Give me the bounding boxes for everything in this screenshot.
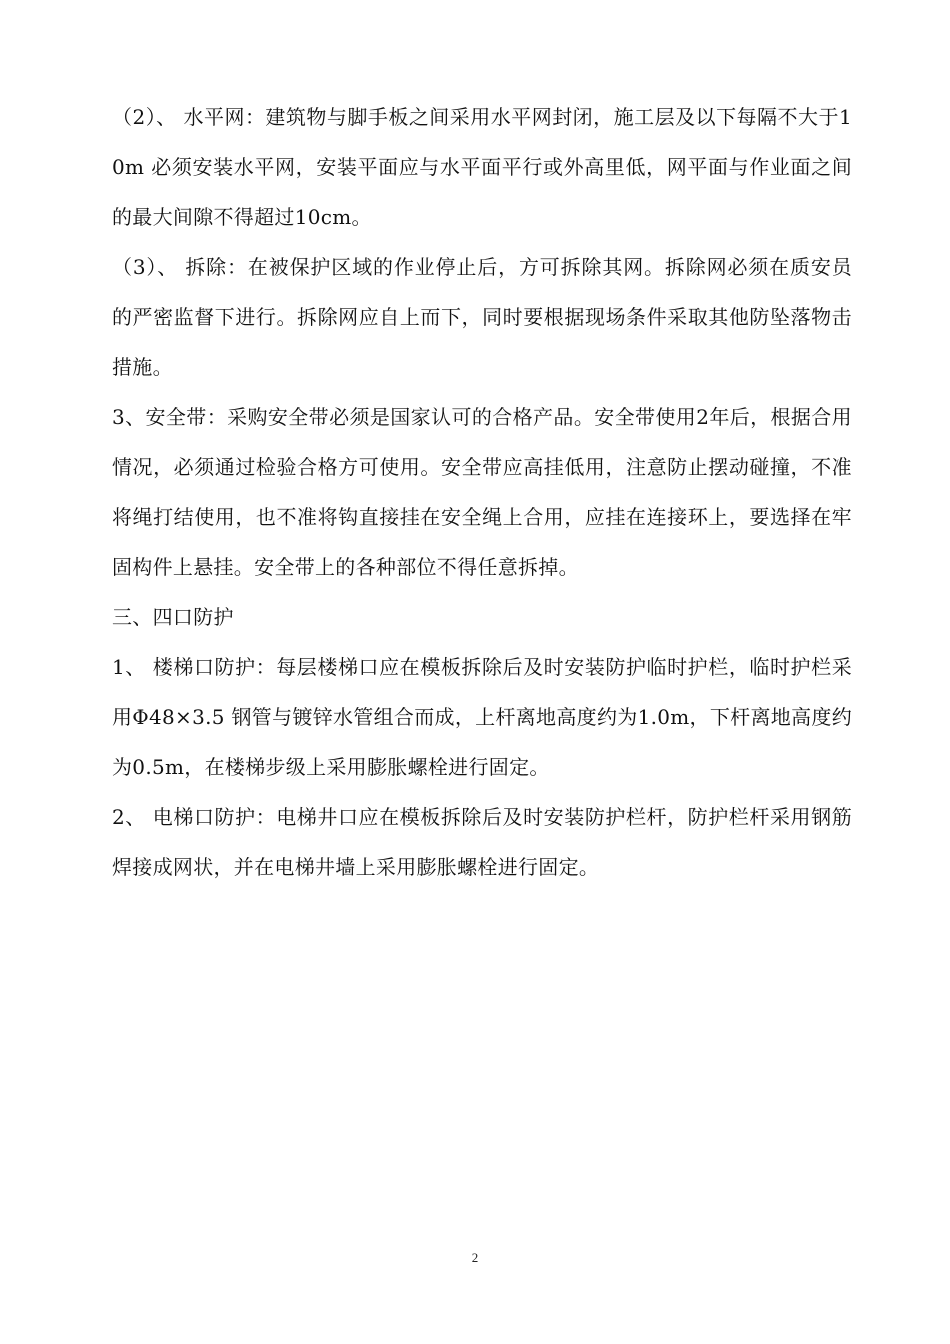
paragraph-elevator-protection: 2、 电梯口防护：电梯井口应在模板拆除后及时安装防护栏杆，防护栏杆采用钢筋焊接成网状，并在电梯井墙上采用膨胀螺栓进行固定。 [112,805,852,879]
paragraph-stairwell-protection: 1、 楼梯口防护：每层楼梯口应在模板拆除后及时安装防护临时护栏，临时护栏采用Φ48×3.5 钢管与镀锌水管组合而成，上杆离地高度约为1.0m，下杆离地高度约为0.5m，在楼梯步级上采用膨胀螺栓进行固定。 [112,655,852,779]
paragraph-net-removal: （3）、 拆除：在被保护区域的作业停止后，方可拆除其网。拆除网必须在质安员的严密监督下进行。拆除网应自上而下，同时要根据现场条件采取其他防坠落物击措施。 [112,255,852,379]
paragraph-horizontal-net: （2）、 水平网：建筑物与脚手板之间采用水平网封闭，施工层及以下每隔不大于10m 必须安装水平网，安装平面应与水平面平行或外高里低，网平面与作业面之间的最大间隙不得超过10cm。 [112,105,852,229]
section-heading-four-openings: 三、四口防护 [112,605,234,629]
document-body [112,92,852,892]
paragraph-safety-belt: 3、安全带：采购安全带必须是国家认可的合格产品。安全带使用2年后，根据合用情况，必须通过检验合格方可使用。安全带应高挂低用，注意防止摆动碰撞，不准将绳打结使用，也不准将钩直接挂在安全绳上合用，应挂在连接环上，要选择在牢固构件上悬挂。安全带上的各种部位不得任意拆掉。 [112,405,852,579]
page-number: 2 [471,1250,479,1265]
